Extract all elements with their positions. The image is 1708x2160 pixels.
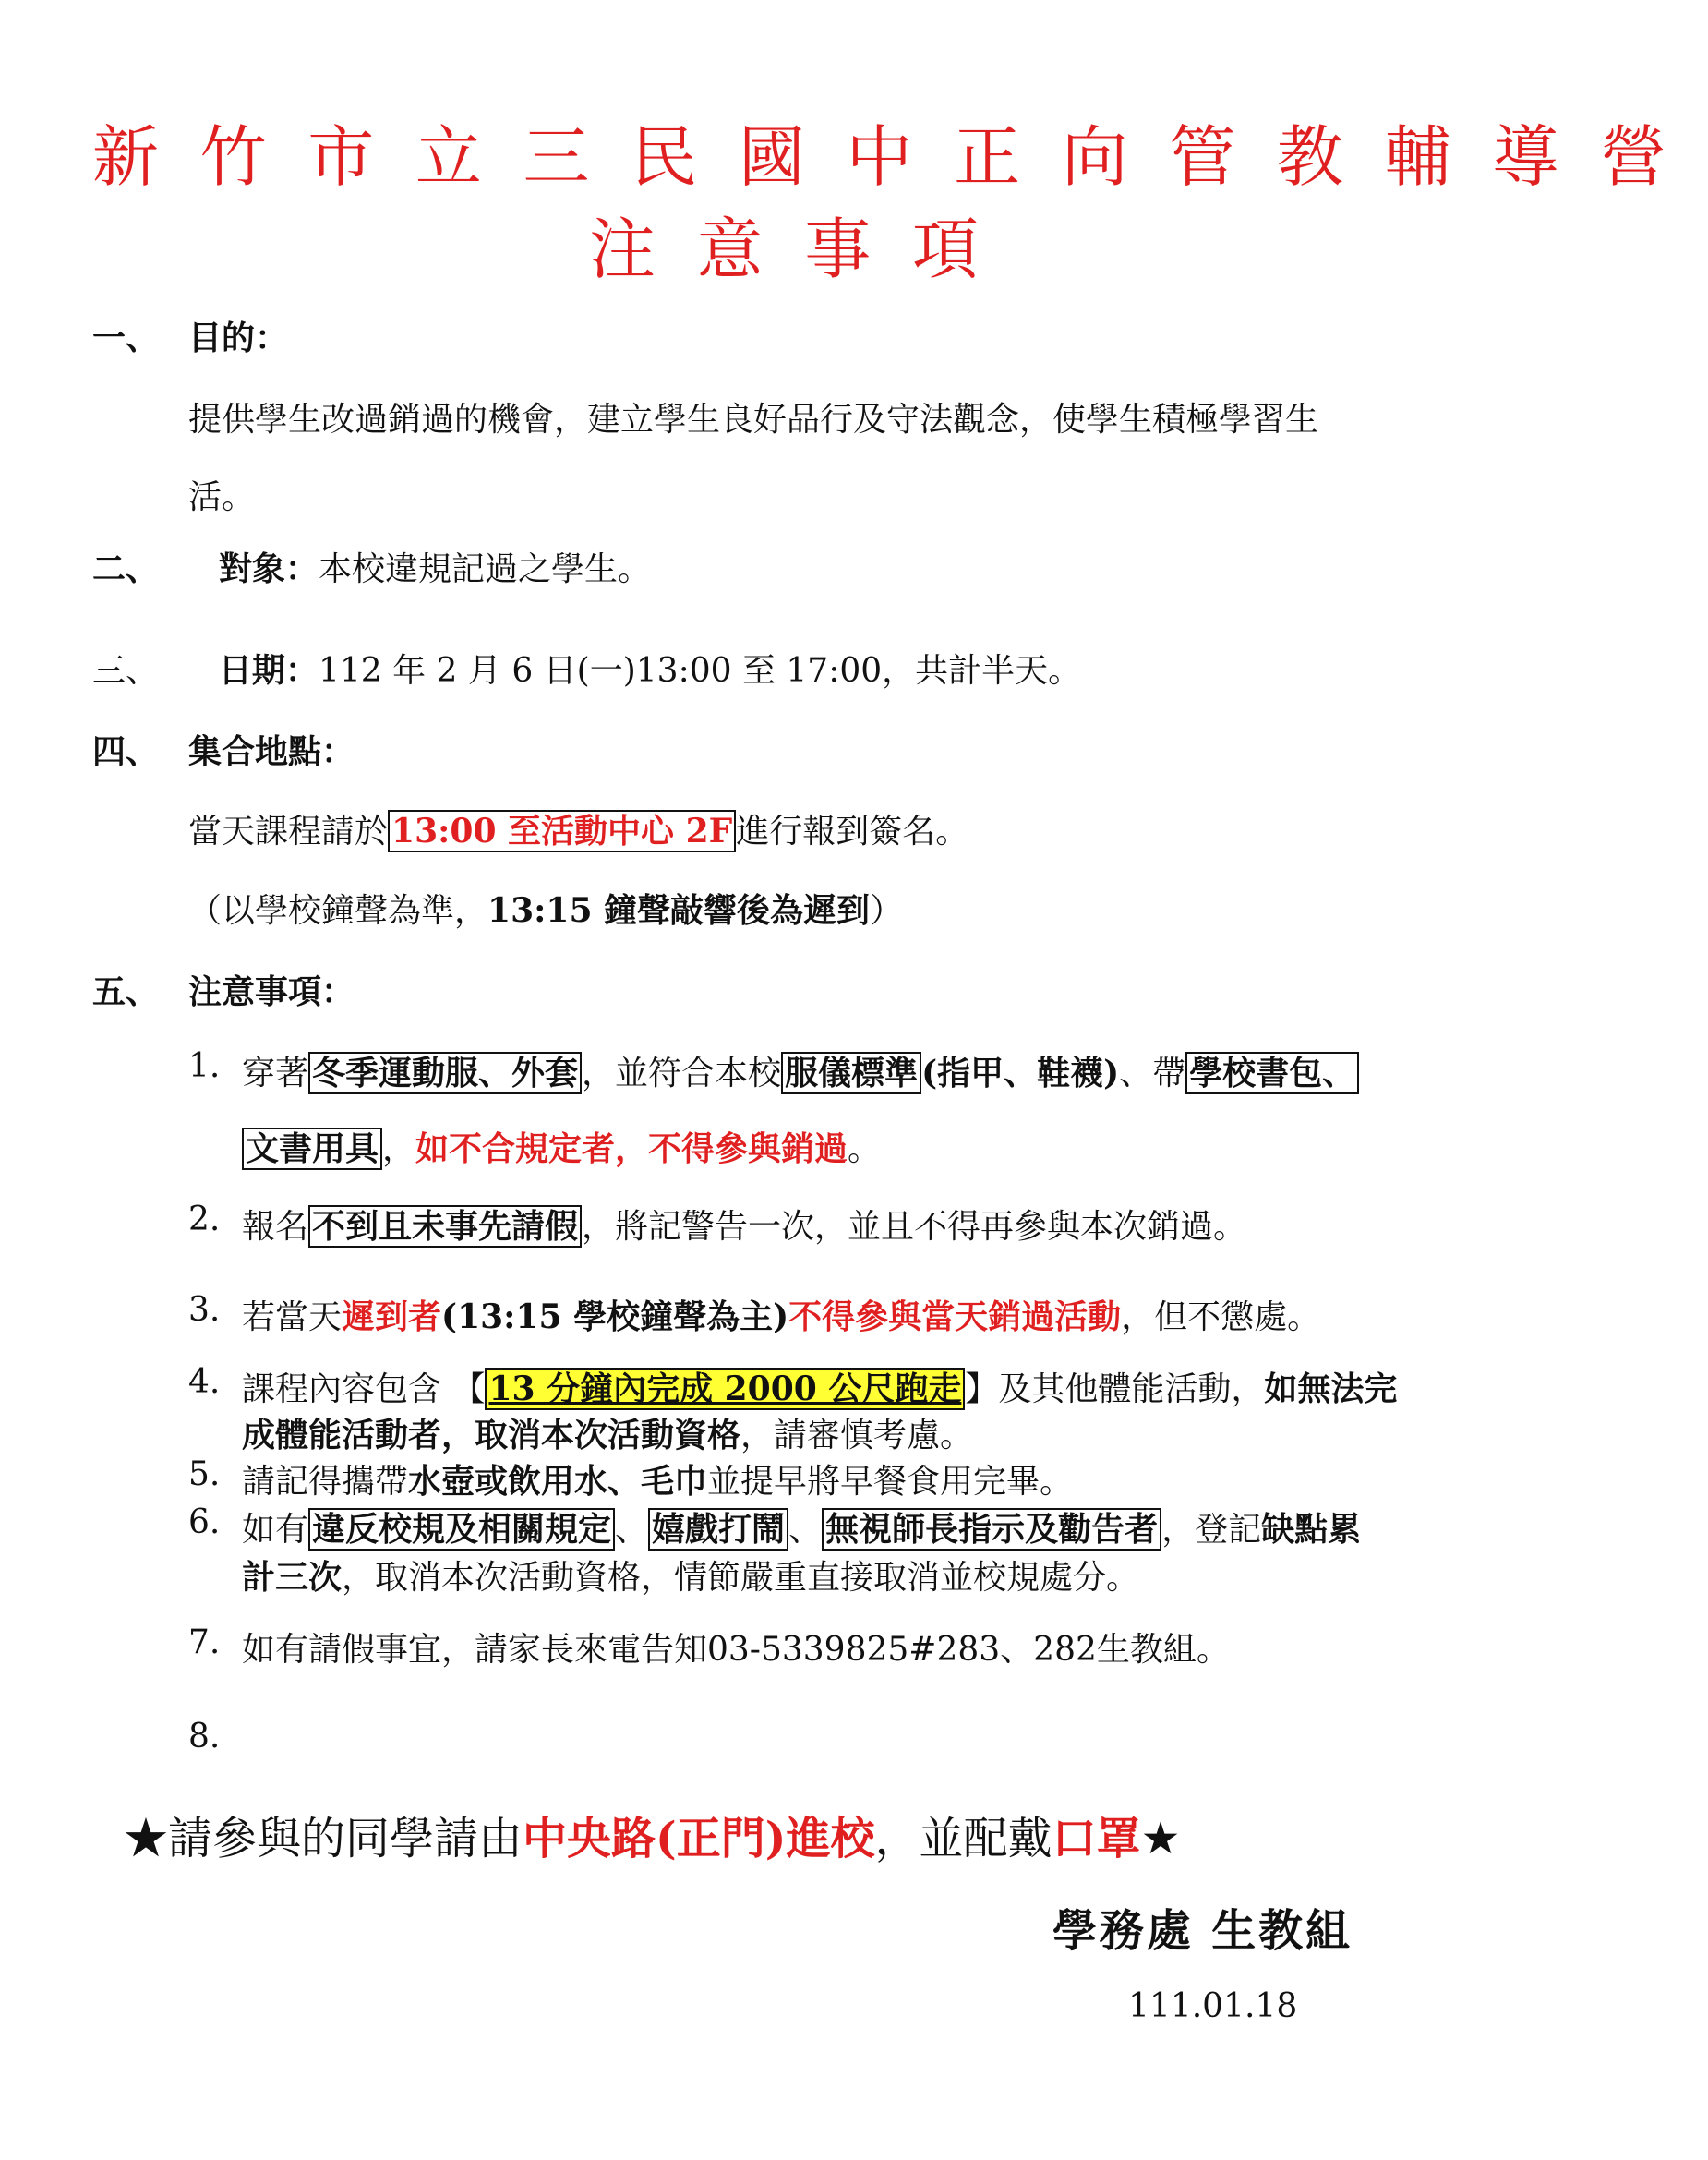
item-2-line xyxy=(242,1201,1246,1248)
section-4-heading: 集合地點： xyxy=(188,732,355,771)
issue-date: 111.01.18 xyxy=(1128,1987,1298,2025)
section-4-paragraph-1 xyxy=(188,805,968,852)
item-5-line xyxy=(242,1455,1073,1502)
item-7-line: 如有請假事宜，請家長來電告知03-5339825#283、282生教組。 xyxy=(242,1631,1230,1669)
item-6-sep-2: 、 xyxy=(788,1511,823,1549)
entrance-gate: 中央路(正門)進校 xyxy=(523,1813,875,1864)
item-1-text-d: 、帶 xyxy=(1119,1055,1186,1092)
section-5-heading: 注意事項： xyxy=(188,972,355,1011)
item-6-sep-1: 、 xyxy=(615,1511,649,1549)
section-3-body: 112 年 2 月 6 日(一)13:00 至 17:00，共計半天。 xyxy=(318,652,1082,690)
dress-code-box: 服儀標準 xyxy=(781,1052,921,1094)
section-4-text-a: 當天課程請於 xyxy=(188,813,389,851)
item-1-warning: 如不合規定者，不得參與銷過 xyxy=(415,1129,848,1168)
section-1-body-line2: 活。 xyxy=(188,478,256,516)
item-1-line2 xyxy=(242,1123,881,1170)
gathering-time-place-box: 13:00 至活動中心 2F xyxy=(388,810,736,852)
section-3-line xyxy=(92,645,1081,692)
late-comers-rule: 不得參與當天銷過活動 xyxy=(788,1297,1122,1336)
item-2-number: 2. xyxy=(188,1201,221,1238)
mask-requirement: 口罩 xyxy=(1052,1813,1141,1864)
star-icon: ★ xyxy=(1140,1813,1181,1864)
ignore-teachers-box: 無視師長指示及勸告者 xyxy=(822,1508,1161,1551)
section-3-heading: 日期： xyxy=(218,651,319,690)
section-2-line xyxy=(92,543,651,590)
entry-notice-text-b: ，並配戴 xyxy=(874,1813,1052,1864)
late-comers-label: 遲到者 xyxy=(342,1297,442,1336)
item-4-bold-b: 成體能活動者，取消本次活動資格 xyxy=(242,1416,741,1454)
section-1-number: 一、 xyxy=(92,319,160,357)
section-2-heading: 對象： xyxy=(218,549,319,588)
stationery-box: 文書用具 xyxy=(242,1128,382,1170)
horseplay-box: 嬉戲打鬧 xyxy=(648,1508,788,1551)
item-2-text-b: ，將記警告一次，並且不得再參與本次銷過。 xyxy=(582,1208,1247,1246)
item-6-line2 xyxy=(242,1551,1139,1599)
item-7-number: 7. xyxy=(188,1623,221,1661)
item-4-line2 xyxy=(242,1409,973,1456)
item-3-number: 3. xyxy=(188,1291,221,1329)
item-3-text-a: 若當天 xyxy=(242,1298,343,1336)
item-1-period: 。 xyxy=(848,1130,882,1168)
item-3-text-c: ，但不懲處。 xyxy=(1121,1298,1321,1336)
entry-notice xyxy=(124,1803,1181,1866)
schoolbag-box: 學校書包、 xyxy=(1185,1052,1359,1094)
section-2-body: 本校違規記過之學生。 xyxy=(318,550,651,588)
item-4-text-c: ，請審慎考慮。 xyxy=(740,1417,974,1454)
section-2-number: 二、 xyxy=(92,549,160,588)
section-5-number: 五、 xyxy=(92,972,160,1011)
uniform-box: 冬季運動服、外套 xyxy=(308,1052,582,1094)
item-4-text-a: 課程內容包含 【 xyxy=(242,1370,486,1408)
violation-box: 違反校規及相關規定 xyxy=(308,1508,615,1551)
item-5-text-b: 並提早將早餐食用完畢。 xyxy=(707,1463,1074,1501)
section-4-note-close: ） xyxy=(870,892,904,930)
item-4-line1 xyxy=(242,1363,1397,1410)
section-4-number: 四、 xyxy=(92,732,160,771)
section-4-paragraph-2 xyxy=(188,885,903,932)
document-title-line1: 新竹市立三民國中正向管教輔導營 xyxy=(92,118,1708,196)
item-4-text-b: 】及其他體能活動， xyxy=(965,1370,1265,1408)
item-3-line xyxy=(242,1291,1320,1338)
item-1-nails-shoes: (指甲、鞋襪) xyxy=(921,1054,1120,1092)
item-6-bold-a: 缺點累 xyxy=(1261,1510,1362,1549)
item-1-text-b: ，並符合本校 xyxy=(582,1055,782,1092)
item-6-bold-b: 計三次 xyxy=(242,1558,343,1597)
item-2-text-a: 報名 xyxy=(242,1208,309,1246)
section-4-note-open: （以學校鐘聲為準， xyxy=(188,892,488,930)
star-icon: ★ xyxy=(124,1813,169,1864)
item-3-bell-note: (13:15 學校鐘聲為主) xyxy=(441,1297,789,1336)
item-8-number: 8. xyxy=(188,1718,221,1756)
item-1-comma: ， xyxy=(382,1130,416,1168)
item-6-text-b: ，登記 xyxy=(1161,1511,1262,1549)
section-3-number: 三、 xyxy=(92,652,160,690)
item-4-bold-a: 如無法完 xyxy=(1264,1370,1398,1408)
item-4-number: 4. xyxy=(188,1363,221,1401)
item-6-text-c: ，取消本次活動資格，情節嚴重直接取消並校規處分。 xyxy=(342,1559,1140,1597)
item-6-line1 xyxy=(242,1503,1361,1551)
item-5-number: 5. xyxy=(188,1455,221,1493)
run-walk-highlight: 13 分鐘內完成 2000 公尺跑走 xyxy=(485,1368,965,1410)
issuing-office: 學務處 生教組 xyxy=(1052,1905,1353,1957)
item-5-bold: 水壺或飲用水、毛巾 xyxy=(408,1462,708,1501)
item-6-number: 6. xyxy=(188,1503,221,1541)
item-6-text-a: 如有 xyxy=(242,1511,309,1549)
section-4-text-b: 進行報到簽名。 xyxy=(736,813,969,851)
late-rule-note: 13:15 鐘聲敲響後為遲到 xyxy=(487,891,871,930)
absence-box: 不到且未事先請假 xyxy=(308,1205,582,1248)
item-1-line1 xyxy=(242,1047,1359,1094)
item-1-number: 1. xyxy=(188,1047,221,1085)
section-1-body-line1: 提供學生改過銷過的機會，建立學生良好品行及守法觀念，使學生積極學習生 xyxy=(188,401,1319,439)
item-1-text-a: 穿著 xyxy=(242,1055,309,1092)
entry-notice-text-a: 請參與的同學請由 xyxy=(168,1813,523,1864)
item-5-text-a: 請記得攜帶 xyxy=(242,1463,409,1501)
document-title-line2: 注意事項 xyxy=(589,211,1020,288)
section-1-heading: 目的： xyxy=(188,319,289,357)
